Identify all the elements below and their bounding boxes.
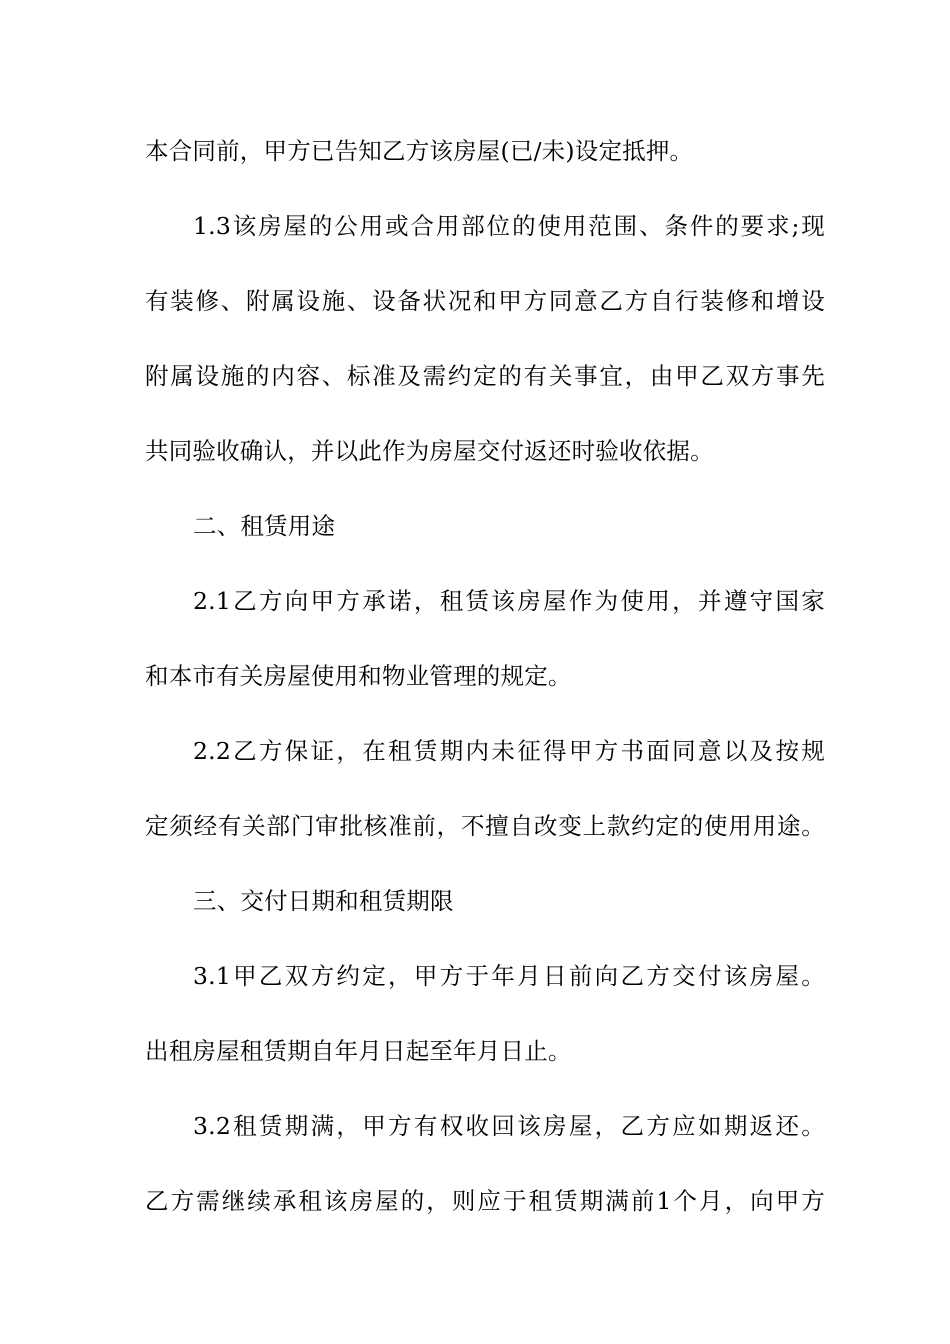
- text-line: 本合同前，甲方已告知乙方该房屋(已/未)设定抵押。: [145, 137, 694, 165]
- text-line: 共同验收确认，并以此作为房屋交付返还时验收依据。: [145, 437, 714, 465]
- text-line: 1.3该房屋的公用或合用部位的使用范围、条件的要求;现: [193, 212, 825, 240]
- section-heading: 三、交付日期和租赁期限: [193, 887, 454, 915]
- text-line: 定须经有关部门审批核准前，不擅自改变上款约定的使用用途。: [145, 812, 825, 840]
- text-line: 和本市有关房屋使用和物业管理的规定。: [145, 662, 572, 690]
- text-line: 3.1甲乙双方约定，甲方于年月日前向乙方交付该房屋。: [193, 962, 825, 990]
- text-line: 乙方需继续承租该房屋的，则应于租赁期满前1个月，向甲方: [145, 1187, 825, 1215]
- section-heading: 二、租赁用途: [193, 512, 336, 540]
- text-line: 出租房屋租赁期自年月日起至年月日止。: [145, 1037, 572, 1065]
- text-line: 3.2租赁期满，甲方有权收回该房屋，乙方应如期返还。: [193, 1112, 825, 1140]
- text-line: 附属设施的内容、标准及需约定的有关事宜，由甲乙双方事先: [145, 362, 825, 390]
- text-line: 2.1乙方向甲方承诺，租赁该房屋作为使用，并遵守国家: [193, 587, 825, 615]
- text-line: 有装修、附属设施、设备状况和甲方同意乙方自行装修和增设: [145, 287, 825, 315]
- text-line: 2.2乙方保证，在租赁期内未征得甲方书面同意以及按规: [193, 737, 825, 765]
